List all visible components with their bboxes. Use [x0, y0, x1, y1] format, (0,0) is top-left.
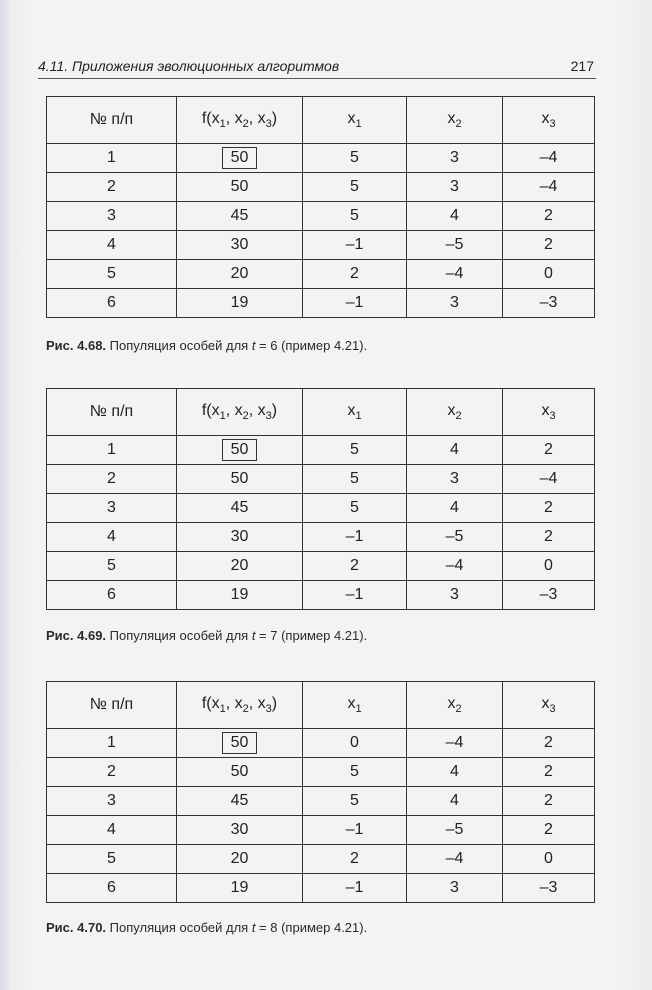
column-header: $f(x_1$, $x_2$, $x_3$) [177, 389, 303, 436]
table-cell: –1 [303, 581, 407, 610]
table-cell: –3 [503, 289, 595, 318]
table-cell: –4 [407, 845, 503, 874]
figure-caption [46, 920, 367, 935]
table-cell: –4 [503, 465, 595, 494]
table-cell: 2 [303, 845, 407, 874]
table-cell: –5 [407, 523, 503, 552]
caption-variable: t [251, 920, 256, 935]
table-cell: 30 [177, 816, 303, 845]
column-header: $x_1$ [303, 97, 407, 144]
table-cell: –1 [303, 816, 407, 845]
table-cell: 2 [303, 260, 407, 289]
table-cell: –4 [407, 260, 503, 289]
table-header-row [47, 97, 595, 144]
figure-label: Рис. 4.68. [46, 338, 107, 353]
table-cell: 4 [407, 202, 503, 231]
table-cell: 3 [407, 144, 503, 173]
table-cell: 2 [503, 523, 595, 552]
table-row [47, 552, 595, 581]
table-row [47, 260, 595, 289]
caption-variable: t [251, 338, 256, 353]
table-cell: 5 [303, 787, 407, 816]
table-cell: 4 [407, 787, 503, 816]
best-fitness-value: 50 [222, 732, 258, 754]
column-header: $x_1$ [303, 389, 407, 436]
table-cell: 0 [503, 552, 595, 581]
table-cell: 0 [503, 260, 595, 289]
table-cell: –1 [303, 874, 407, 903]
table-cell: 2 [503, 816, 595, 845]
table-cell: 45 [177, 494, 303, 523]
table-cell: 5 [303, 494, 407, 523]
table-cell: 19 [177, 289, 303, 318]
column-header: № п/п [47, 97, 177, 144]
column-header: $f(x_1$, $x_2$, $x_3$) [177, 682, 303, 729]
table-cell: 4 [407, 494, 503, 523]
table-cell: 45 [177, 202, 303, 231]
table-cell: 2 [503, 758, 595, 787]
table-cell: 45 [177, 787, 303, 816]
table-cell [177, 436, 303, 465]
table-cell: 3 [407, 173, 503, 202]
table-row [47, 494, 595, 523]
table-cell: –3 [503, 874, 595, 903]
table-row [47, 729, 595, 758]
table-cell: –4 [407, 552, 503, 581]
table-cell: 30 [177, 231, 303, 260]
table-cell: 2 [47, 465, 177, 494]
table-row [47, 173, 595, 202]
table-header-row [47, 389, 595, 436]
table-cell: –1 [303, 289, 407, 318]
table-cell: 6 [47, 874, 177, 903]
caption-text: = 7 (пример 4.21). [255, 628, 368, 643]
table-cell: –5 [407, 816, 503, 845]
table-cell: 3 [407, 581, 503, 610]
table-row [47, 581, 595, 610]
table-cell: 2 [47, 758, 177, 787]
table-cell: 2 [303, 552, 407, 581]
table-cell: 2 [503, 787, 595, 816]
table-cell: 2 [503, 729, 595, 758]
population-table [46, 96, 595, 318]
table-cell: –1 [303, 523, 407, 552]
table-cell: 4 [47, 523, 177, 552]
table-cell: 5 [47, 552, 177, 581]
table-cell: 1 [47, 144, 177, 173]
table-cell: 3 [407, 289, 503, 318]
column-header: $f(x_1$, $x_2$, $x_3$) [177, 97, 303, 144]
table-cell: 3 [47, 202, 177, 231]
table-row [47, 874, 595, 903]
table-cell: 2 [503, 202, 595, 231]
caption-variable: t [251, 628, 256, 643]
table-cell: 50 [177, 758, 303, 787]
table-cell: 6 [47, 581, 177, 610]
column-header: № п/п [47, 389, 177, 436]
caption-text: Популяция особей для [109, 628, 252, 643]
best-fitness-value: 50 [222, 439, 258, 461]
caption-text: = 8 (пример 4.21). [255, 920, 368, 935]
table-cell: 30 [177, 523, 303, 552]
table-cell: 19 [177, 874, 303, 903]
table-cell [177, 729, 303, 758]
table-cell: –4 [503, 144, 595, 173]
table-cell: 5 [303, 144, 407, 173]
table-cell: –1 [303, 231, 407, 260]
table-cell: –4 [503, 173, 595, 202]
table-cell: 20 [177, 552, 303, 581]
table-cell: –3 [503, 581, 595, 610]
table-cell: 4 [407, 436, 503, 465]
table-cell: 4 [407, 758, 503, 787]
table-cell: –4 [407, 729, 503, 758]
column-header: $x_2$ [407, 389, 503, 436]
column-header: $x_3$ [503, 97, 595, 144]
figure-caption [46, 628, 367, 643]
population-table [46, 681, 595, 903]
table-row [47, 202, 595, 231]
population-table [46, 388, 595, 610]
table-cell: 19 [177, 581, 303, 610]
column-header: $x_3$ [503, 682, 595, 729]
table-row [47, 465, 595, 494]
table-cell: 5 [303, 465, 407, 494]
page-number: 217 [570, 58, 594, 74]
table-cell: 1 [47, 729, 177, 758]
table-cell: 50 [177, 173, 303, 202]
caption-text: Популяция особей для [109, 920, 252, 935]
table-cell [177, 144, 303, 173]
table-cell: 20 [177, 260, 303, 289]
table-row [47, 816, 595, 845]
table-cell: 1 [47, 436, 177, 465]
table-cell: 2 [503, 494, 595, 523]
table-cell: 2 [503, 231, 595, 260]
table-cell: 3 [47, 787, 177, 816]
table-cell: 2 [47, 173, 177, 202]
column-header: $x_2$ [407, 682, 503, 729]
table-row [47, 523, 595, 552]
table-cell: 0 [503, 845, 595, 874]
table-cell: 5 [303, 202, 407, 231]
running-header [38, 56, 596, 79]
table-row [47, 436, 595, 465]
table-cell: 50 [177, 465, 303, 494]
table-cell: 5 [303, 758, 407, 787]
column-header: $x_3$ [503, 389, 595, 436]
column-header: $x_2$ [407, 97, 503, 144]
table-cell: 5 [303, 436, 407, 465]
column-header: № п/п [47, 682, 177, 729]
table-cell: 4 [47, 816, 177, 845]
table-row [47, 787, 595, 816]
table-cell: 3 [47, 494, 177, 523]
figure-caption [46, 338, 367, 353]
column-header: $x_1$ [303, 682, 407, 729]
table-row [47, 231, 595, 260]
figure-label: Рис. 4.70. [46, 920, 107, 935]
table-row [47, 845, 595, 874]
table-cell: 6 [47, 289, 177, 318]
table-cell: 5 [303, 173, 407, 202]
table-header-row [47, 682, 595, 729]
section-title: 4.11. Приложения эволюционных алгоритмов [38, 58, 340, 74]
table-cell: 3 [407, 465, 503, 494]
table-cell: 20 [177, 845, 303, 874]
table-cell: 2 [503, 436, 595, 465]
table-cell: 5 [47, 845, 177, 874]
caption-text: Популяция особей для [109, 338, 252, 353]
table-row [47, 144, 595, 173]
table-cell: 5 [47, 260, 177, 289]
table-cell: 3 [407, 874, 503, 903]
table-cell: 4 [47, 231, 177, 260]
table-cell: 0 [303, 729, 407, 758]
figure-label: Рис. 4.69. [46, 628, 107, 643]
table-row [47, 758, 595, 787]
table-cell: –5 [407, 231, 503, 260]
table-row [47, 289, 595, 318]
caption-text: = 6 (пример 4.21). [255, 338, 368, 353]
best-fitness-value: 50 [222, 147, 258, 169]
